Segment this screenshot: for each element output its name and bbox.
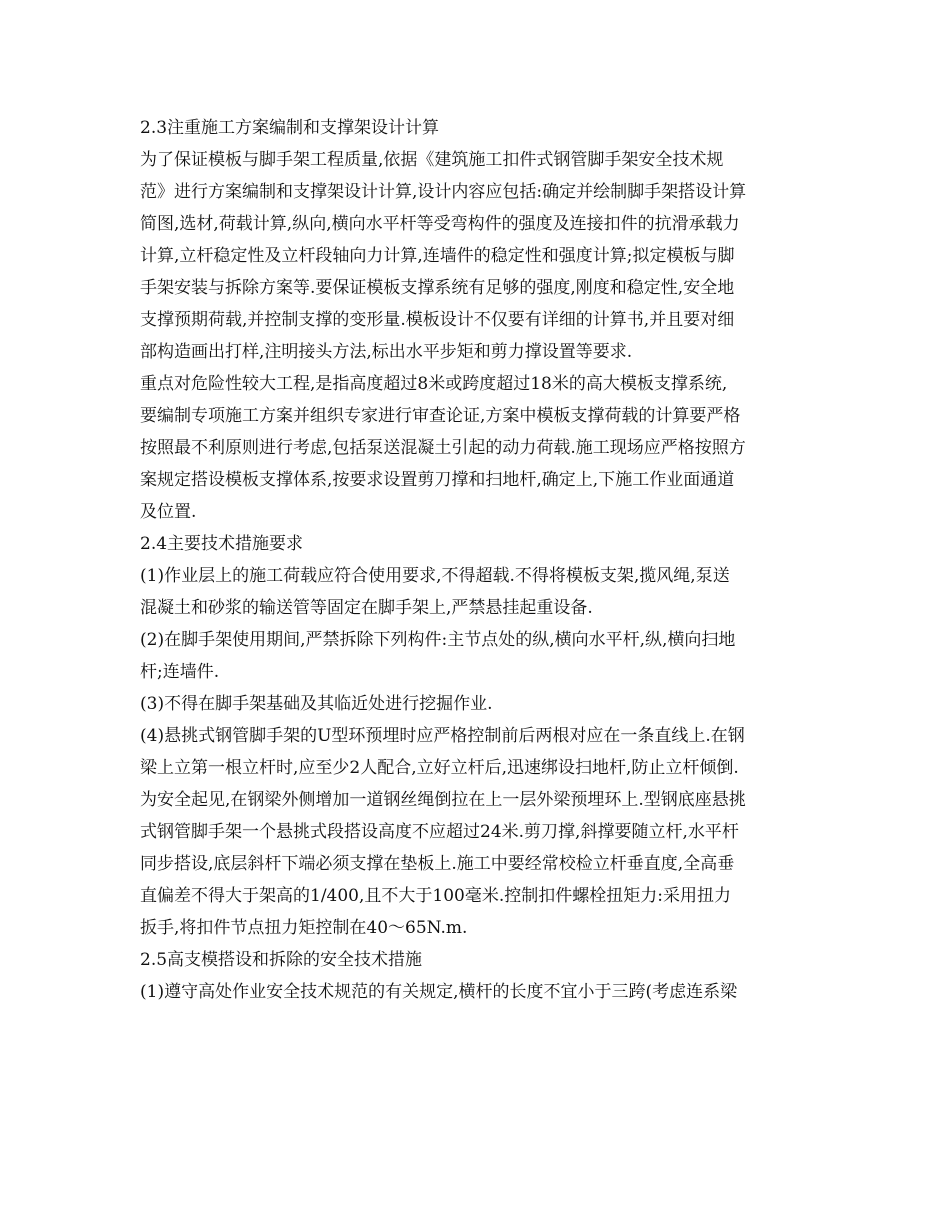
list-item-line: (2)在脚手架使用期间,严禁拆除下列构件:主节点处的纵,横向水平杆,纵,横向扫地	[140, 630, 736, 650]
list-item-line: 梁上立第一根立杆时,应至少2人配合,立好立杆后,迅速绑设扫地杆,防止立杆倾倒.	[140, 758, 739, 778]
paragraph-line: 手架安装与拆除方案等.要保证模板支撑系统有足够的强度,刚度和稳定性,安全地	[140, 278, 735, 298]
section-heading-2-3: 2.3注重施工方案编制和支撑架设计计算	[140, 118, 440, 138]
paragraph-line: 范》进行方案编制和支撑架设计计算,设计内容应包括:确定并绘制脚手架搭设计算	[140, 182, 747, 202]
document-body	[140, 112, 820, 1008]
list-item-line: (3)不得在脚手架基础及其临近处进行挖掘作业.	[140, 694, 493, 714]
paragraph-line: 案规定搭设模板支撑体系,按要求设置剪刀撑和扫地杆,确定上,下施工作业面通道	[140, 470, 735, 490]
list-item-line: 式钢管脚手架一个悬挑式段搭设高度不应超过24米.剪刀撑,斜撑要随立杆,水平杆	[140, 822, 739, 842]
list-item-line: (4)悬挑式钢管脚手架的U型环预埋时应严格控制前后两根对应在一条直线上.在钢	[140, 726, 745, 746]
paragraph-line: 简图,选材,荷载计算,纵向,横向水平杆等受弯构件的强度及连接扣件的抗滑承载力	[140, 214, 740, 234]
paragraph-line: 计算,立杆稳定性及立杆段轴向力计算,连墙件的稳定性和强度计算;拟定模板与脚	[140, 246, 735, 266]
list-item-line: 扳手,将扣件节点扭力矩控制在40～65N.m.	[140, 918, 468, 938]
paragraph-line: 要编制专项施工方案并组织专家进行审查论证,方案中模板支撑荷载的计算要严格	[140, 406, 741, 426]
paragraph-line: 为了保证模板与脚手架工程质量,依据《建筑施工扣件式钢管脚手架安全技术规	[140, 150, 724, 170]
list-item-line: 为安全起见,在钢梁外侧增加一道钢丝绳倒拉在上一层外梁预埋环上.型钢底座悬挑	[140, 790, 746, 810]
list-item-line: 杆;连墙件.	[140, 662, 220, 682]
paragraph-line: 按照最不利原则进行考虑,包括泵送混凝土引起的动力荷载.施工现场应严格按照方	[140, 438, 746, 458]
paragraph-line: 支撑预期荷载,并控制支撑的变形量.模板设计不仅要有详细的计算书,并且要对细	[140, 310, 735, 330]
section-heading-2-4: 2.4主要技术措施要求	[140, 534, 304, 554]
list-item-line: 直偏差不得大于架高的1/400,且不大于100毫米.控制扣件螺栓扭矩力:采用扭力	[140, 886, 731, 906]
paragraph-line: 及位置.	[140, 502, 197, 522]
paragraph-line: 部构造画出打样,注明接头方法,标出水平步矩和剪力撑设置等要求.	[140, 342, 633, 362]
list-item-line: 混凝土和砂浆的输送管等固定在脚手架上,严禁悬挂起重设备.	[140, 598, 593, 618]
section-heading-2-5: 2.5高支模搭设和拆除的安全技术措施	[140, 950, 423, 970]
list-item-line: (1)遵守高处作业安全技术规范的有关规定,横杆的长度不宜小于三跨(考虑连系梁	[140, 982, 738, 1002]
paragraph-line: 重点对危险性较大工程,是指高度超过8米或跨度超过18米的高大模板支撑系统,	[140, 374, 728, 394]
list-item-line: 同步搭设,底层斜杆下端必须支撑在垫板上.施工中要经常校检立杆垂直度,全高垂	[140, 854, 735, 874]
list-item-line: (1)作业层上的施工荷载应符合使用要求,不得超载.不得将模板支架,揽风绳,泵送	[140, 566, 730, 586]
